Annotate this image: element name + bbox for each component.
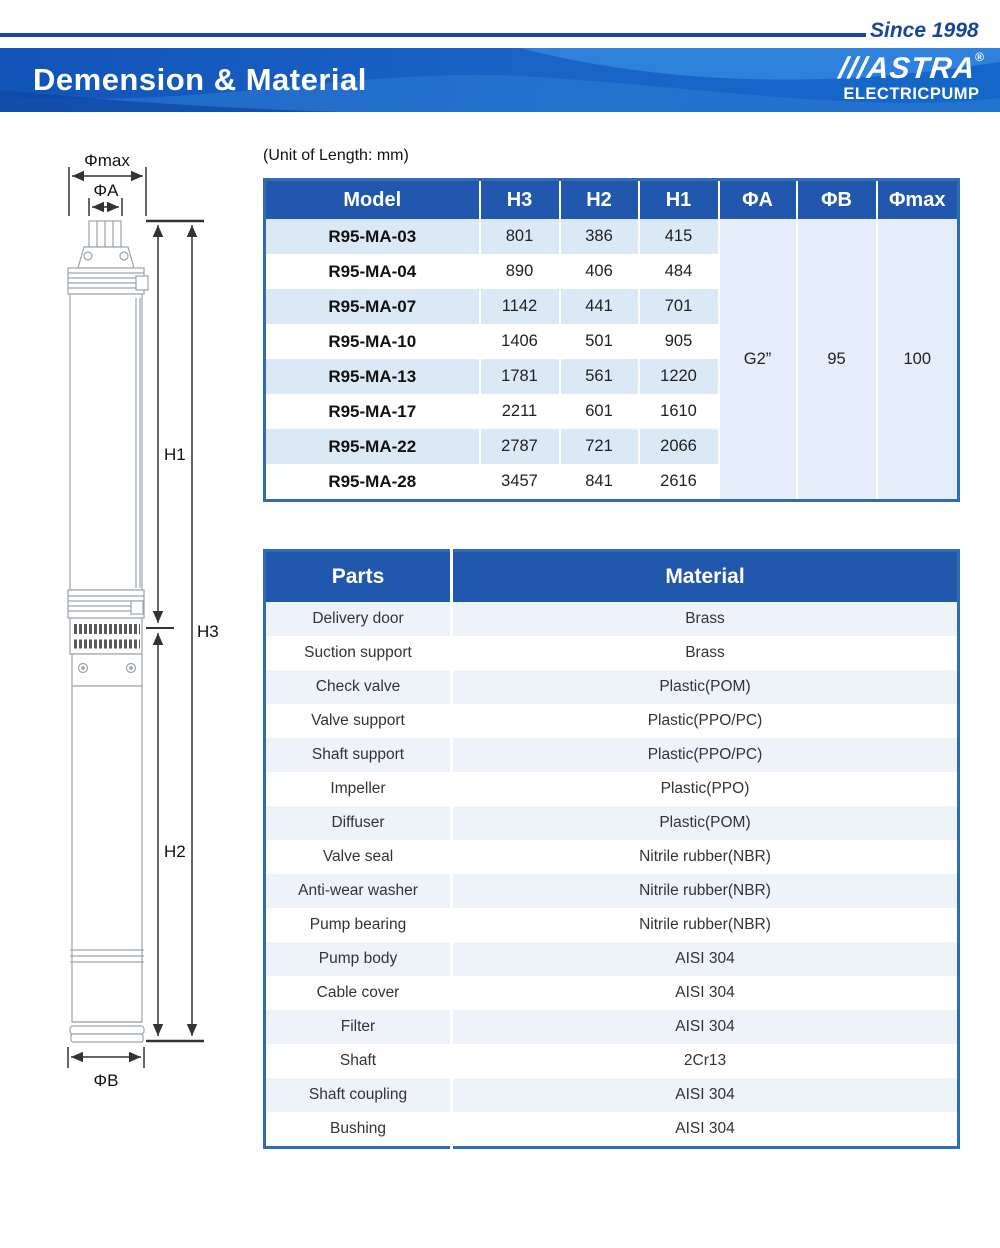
mastra-logo [837, 50, 984, 103]
merged-cell-phi-max: 100 [877, 219, 959, 501]
model-cell: R95-MA-13 [265, 359, 480, 394]
value-cell: 841 [560, 464, 639, 501]
part-cell: Suction support [265, 636, 452, 670]
registered-trademark-icon: ® [975, 50, 984, 64]
material-cell: Nitrile rubber(NBR) [452, 840, 959, 874]
table-row [265, 1044, 959, 1078]
unit-note: (Unit of Length: mm) [263, 147, 409, 164]
merged-cell-phi-b: 95 [797, 219, 877, 501]
material-cell: Plastic(POM) [452, 806, 959, 840]
parts-table-header-row [265, 551, 959, 603]
parts-material-table [263, 549, 960, 1149]
dimensions-table [263, 178, 960, 502]
value-cell: 1610 [639, 394, 719, 429]
table-row [265, 874, 959, 908]
material-cell: Plastic(PPO/PC) [452, 738, 959, 772]
value-cell: 406 [560, 254, 639, 289]
table-row [265, 602, 959, 636]
part-cell: Cable cover [265, 976, 452, 1010]
column-header-h3: H3 [480, 180, 560, 220]
value-cell: 1220 [639, 359, 719, 394]
table-row [265, 738, 959, 772]
table-row [265, 670, 959, 704]
value-cell: 2787 [480, 429, 560, 464]
material-cell: AISI 304 [452, 976, 959, 1010]
table-row [265, 636, 959, 670]
part-cell: Shaft [265, 1044, 452, 1078]
material-cell: Plastic(PPO/PC) [452, 704, 959, 738]
value-cell: 905 [639, 324, 719, 359]
value-cell: 501 [560, 324, 639, 359]
value-cell: 2616 [639, 464, 719, 501]
material-cell: Brass [452, 636, 959, 670]
value-cell: 441 [560, 289, 639, 324]
table-row [265, 840, 959, 874]
material-cell: AISI 304 [452, 1010, 959, 1044]
model-cell: R95-MA-22 [265, 429, 480, 464]
material-cell: Plastic(PPO) [452, 772, 959, 806]
merged-cell-phi-a: G2” [719, 219, 797, 501]
part-cell: Valve support [265, 704, 452, 738]
material-cell: Plastic(POM) [452, 670, 959, 704]
value-cell: 1142 [480, 289, 560, 324]
column-header-phi-max: Φmax [877, 180, 959, 220]
value-cell: 2066 [639, 429, 719, 464]
value-cell: 3457 [480, 464, 560, 501]
column-header-model: Model [265, 180, 480, 220]
part-cell: Anti-wear washer [265, 874, 452, 908]
model-cell: R95-MA-28 [265, 464, 480, 501]
table-row [265, 1010, 959, 1044]
dim-label-h2: H2 [164, 842, 186, 861]
dim-label-h1: H1 [164, 445, 186, 464]
column-header-h1: H1 [639, 180, 719, 220]
dim-label-phi-b: ΦB [93, 1071, 119, 1090]
part-cell: Bushing [265, 1112, 452, 1148]
value-cell: 721 [560, 429, 639, 464]
dim-label-phi-max: Φmax [84, 151, 130, 170]
material-cell: AISI 304 [452, 1078, 959, 1112]
value-cell: 484 [639, 254, 719, 289]
value-cell: 2211 [480, 394, 560, 429]
material-cell: AISI 304 [452, 942, 959, 976]
table-row [265, 772, 959, 806]
table-row [265, 219, 959, 254]
value-cell: 561 [560, 359, 639, 394]
dimensions-table-header-row [265, 180, 959, 220]
pump-drawing [40, 140, 235, 1100]
value-cell: 801 [480, 219, 560, 254]
dim-label-h3: H3 [197, 622, 219, 641]
part-cell: Pump body [265, 942, 452, 976]
value-cell: 1781 [480, 359, 560, 394]
value-cell: 1406 [480, 324, 560, 359]
part-cell: Check valve [265, 670, 452, 704]
material-cell: 2Cr13 [452, 1044, 959, 1078]
table-row [265, 976, 959, 1010]
table-row [265, 908, 959, 942]
page-title: Demension & Material [33, 62, 367, 97]
material-cell: AISI 304 [452, 1112, 959, 1148]
material-cell: Nitrile rubber(NBR) [452, 874, 959, 908]
model-cell: R95-MA-17 [265, 394, 480, 429]
part-cell: Pump bearing [265, 908, 452, 942]
table-row [265, 806, 959, 840]
model-cell: R95-MA-10 [265, 324, 480, 359]
brand-logo-subtitle: ELECTRICPUMP [843, 85, 980, 103]
brand-logo-mark: ///ASTRA [837, 52, 977, 85]
value-cell: 701 [639, 289, 719, 324]
material-cell: Brass [452, 602, 959, 636]
part-cell: Shaft coupling [265, 1078, 452, 1112]
part-cell: Impeller [265, 772, 452, 806]
model-cell: R95-MA-07 [265, 289, 480, 324]
part-cell: Diffuser [265, 806, 452, 840]
value-cell: 890 [480, 254, 560, 289]
model-cell: R95-MA-03 [265, 219, 480, 254]
column-header-material: Material [452, 551, 959, 603]
value-cell: 386 [560, 219, 639, 254]
part-cell: Valve seal [265, 840, 452, 874]
column-header-parts: Parts [265, 551, 452, 603]
column-header-phi-b: ΦB [797, 180, 877, 220]
model-cell: R95-MA-04 [265, 254, 480, 289]
header-banner [0, 48, 1000, 112]
top-accent-line [0, 33, 866, 37]
table-row [265, 1112, 959, 1148]
since-label: Since 1998 [870, 19, 979, 42]
table-row [265, 942, 959, 976]
part-cell: Delivery door [265, 602, 452, 636]
column-header-phi-a: ΦA [719, 180, 797, 220]
table-row [265, 1078, 959, 1112]
value-cell: 415 [639, 219, 719, 254]
part-cell: Shaft support [265, 738, 452, 772]
part-cell: Filter [265, 1010, 452, 1044]
material-cell: Nitrile rubber(NBR) [452, 908, 959, 942]
column-header-h2: H2 [560, 180, 639, 220]
value-cell: 601 [560, 394, 639, 429]
table-row [265, 704, 959, 738]
dim-label-phi-a: ΦA [93, 181, 119, 200]
